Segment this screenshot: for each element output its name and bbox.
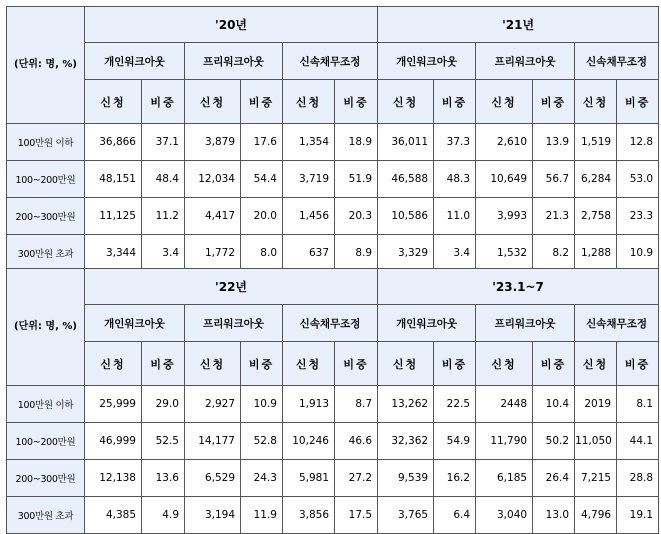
cell-applications: 10,649 [476,161,533,198]
cell-share: 27.2 [335,460,378,497]
table-row [7,386,659,423]
cell-share: 24.3 [241,460,283,497]
table-row [7,497,659,534]
year-header: '23.1~7 [378,269,659,305]
cell-share: 11.9 [241,497,283,534]
cell-applications: 1,772 [185,235,241,272]
sub-header-apply: 신청 [575,342,617,386]
cell-share: 52.5 [142,423,185,460]
cell-applications: 2019 [575,386,617,423]
cell-share: 10.9 [617,235,659,272]
sub-header-share: 비중 [434,342,476,386]
cell-share: 13.9 [533,124,575,161]
program-header: 프리워크아웃 [185,43,283,80]
sub-header-share: 비중 [617,80,659,124]
cell-share: 10.4 [533,386,575,423]
cell-applications: 2,610 [476,124,533,161]
sub-header-share: 비중 [533,80,575,124]
cell-share: 22.5 [434,386,476,423]
cell-applications: 48,151 [85,161,142,198]
cell-share: 16.2 [434,460,476,497]
cell-share: 12.8 [617,124,659,161]
cell-applications: 3,194 [185,497,241,534]
cell-share: 54.9 [434,423,476,460]
cell-share: 21.3 [533,198,575,235]
sub-header-share: 비중 [241,80,283,124]
cell-share: 53.0 [617,161,659,198]
cell-share: 10.9 [241,386,283,423]
cell-applications: 4,417 [185,198,241,235]
cell-share: 3.4 [142,235,185,272]
cell-applications: 11,050 [575,423,617,460]
cell-share: 26.4 [533,460,575,497]
cell-applications: 6,284 [575,161,617,198]
cell-applications: 1,532 [476,235,533,272]
cell-applications: 1,288 [575,235,617,272]
sub-header-apply: 신청 [283,342,335,386]
year-header: '21년 [378,7,659,43]
cell-applications: 1,354 [283,124,335,161]
cell-share: 48.3 [434,161,476,198]
cell-share: 8.0 [241,235,283,272]
cell-applications: 1,519 [575,124,617,161]
sub-header-apply: 신청 [476,342,533,386]
sub-header-share: 비중 [142,80,185,124]
cell-share: 29.0 [142,386,185,423]
cell-share: 8.9 [335,235,378,272]
unit-label: (단위: 명, %) [7,269,85,386]
program-header: 개인워크아웃 [378,305,476,342]
cell-applications: 3,856 [283,497,335,534]
cell-share: 18.9 [335,124,378,161]
cell-applications: 3,719 [283,161,335,198]
year-header: '22년 [85,269,378,305]
row-label: 100만원 이하 [7,386,85,423]
cell-applications: 36,866 [85,124,142,161]
cell-applications: 11,790 [476,423,533,460]
cell-applications: 13,262 [378,386,434,423]
table-body [7,124,659,272]
cell-applications: 5,981 [283,460,335,497]
cell-applications: 11,125 [85,198,142,235]
cell-applications: 6,185 [476,460,533,497]
cell-share: 6.4 [434,497,476,534]
cell-share: 19.1 [617,497,659,534]
cell-share: 11.0 [434,198,476,235]
sub-header-apply: 신청 [85,342,142,386]
program-header: 프리워크아웃 [476,305,575,342]
stats-table-2022-2023 [6,268,659,534]
cell-applications: 7,215 [575,460,617,497]
row-label: 300만원 초과 [7,235,85,272]
sub-header-apply: 신청 [378,342,434,386]
cell-share: 50.2 [533,423,575,460]
cell-share: 46.6 [335,423,378,460]
cell-share: 51.9 [335,161,378,198]
sub-header-share: 비중 [617,342,659,386]
sub-header-share: 비중 [434,80,476,124]
cell-applications: 14,177 [185,423,241,460]
cell-applications: 4,796 [575,497,617,534]
program-header: 신속채무조정 [575,305,659,342]
cell-share: 44.1 [617,423,659,460]
sub-header-share: 비중 [533,342,575,386]
sub-header-apply: 신청 [185,342,241,386]
sub-header-apply: 신청 [185,80,241,124]
cell-applications: 3,329 [378,235,434,272]
sub-header-apply: 신청 [575,80,617,124]
cell-applications: 637 [283,235,335,272]
cell-share: 48.4 [142,161,185,198]
cell-share: 4.9 [142,497,185,534]
row-label: 200~300만원 [7,460,85,497]
cell-share: 17.5 [335,497,378,534]
cell-share: 17.6 [241,124,283,161]
program-header: 개인워크아웃 [378,43,476,80]
cell-share: 23.3 [617,198,659,235]
sub-header-share: 비중 [241,342,283,386]
program-header: 신속채무조정 [283,305,378,342]
cell-applications: 2,927 [185,386,241,423]
cell-applications: 2,758 [575,198,617,235]
table-body [7,386,659,534]
stats-table-2020-2021 [6,6,659,272]
cell-applications: 10,586 [378,198,434,235]
cell-applications: 12,138 [85,460,142,497]
row-label: 100~200만원 [7,423,85,460]
cell-share: 52.8 [241,423,283,460]
sub-header-share: 비중 [335,342,378,386]
cell-applications: 10,246 [283,423,335,460]
cell-share: 28.8 [617,460,659,497]
cell-applications: 12,034 [185,161,241,198]
unit-label: (단위: 명, %) [7,7,85,124]
program-header: 개인워크아웃 [85,305,185,342]
cell-share: 37.1 [142,124,185,161]
row-label: 100만원 이하 [7,124,85,161]
cell-share: 20.3 [335,198,378,235]
program-header: 프리워크아웃 [185,305,283,342]
table-row [7,161,659,198]
table-row [7,124,659,161]
table-row [7,235,659,272]
cell-applications: 25,999 [85,386,142,423]
cell-share: 13.6 [142,460,185,497]
cell-applications: 1,456 [283,198,335,235]
program-header: 신속채무조정 [283,43,378,80]
cell-share: 3.4 [434,235,476,272]
sub-header-share: 비중 [335,80,378,124]
cell-applications: 3,344 [85,235,142,272]
year-header: '20년 [85,7,378,43]
cell-applications: 46,588 [378,161,434,198]
cell-applications: 2448 [476,386,533,423]
cell-applications: 1,913 [283,386,335,423]
sub-header-apply: 신청 [378,80,434,124]
cell-share: 56.7 [533,161,575,198]
row-label: 200~300만원 [7,198,85,235]
cell-share: 37.3 [434,124,476,161]
sub-header-apply: 신청 [476,80,533,124]
cell-share: 13.0 [533,497,575,534]
program-header: 개인워크아웃 [85,43,185,80]
sub-header-apply: 신청 [283,80,335,124]
cell-applications: 3,040 [476,497,533,534]
cell-applications: 4,385 [85,497,142,534]
cell-applications: 32,362 [378,423,434,460]
cell-applications: 36,011 [378,124,434,161]
table-row [7,423,659,460]
table-row [7,198,659,235]
cell-share: 11.2 [142,198,185,235]
cell-applications: 3,765 [378,497,434,534]
row-label: 300만원 초과 [7,497,85,534]
row-label: 100~200만원 [7,161,85,198]
table-row [7,460,659,497]
cell-share: 54.4 [241,161,283,198]
program-header: 신속채무조정 [575,43,659,80]
cell-applications: 9,539 [378,460,434,497]
cell-share: 8.2 [533,235,575,272]
sub-header-share: 비중 [142,342,185,386]
sub-header-apply: 신청 [85,80,142,124]
program-header: 프리워크아웃 [476,43,575,80]
cell-share: 8.1 [617,386,659,423]
cell-applications: 6,529 [185,460,241,497]
cell-applications: 3,879 [185,124,241,161]
cell-applications: 46,999 [85,423,142,460]
cell-share: 8.7 [335,386,378,423]
cell-share: 20.0 [241,198,283,235]
cell-applications: 3,993 [476,198,533,235]
